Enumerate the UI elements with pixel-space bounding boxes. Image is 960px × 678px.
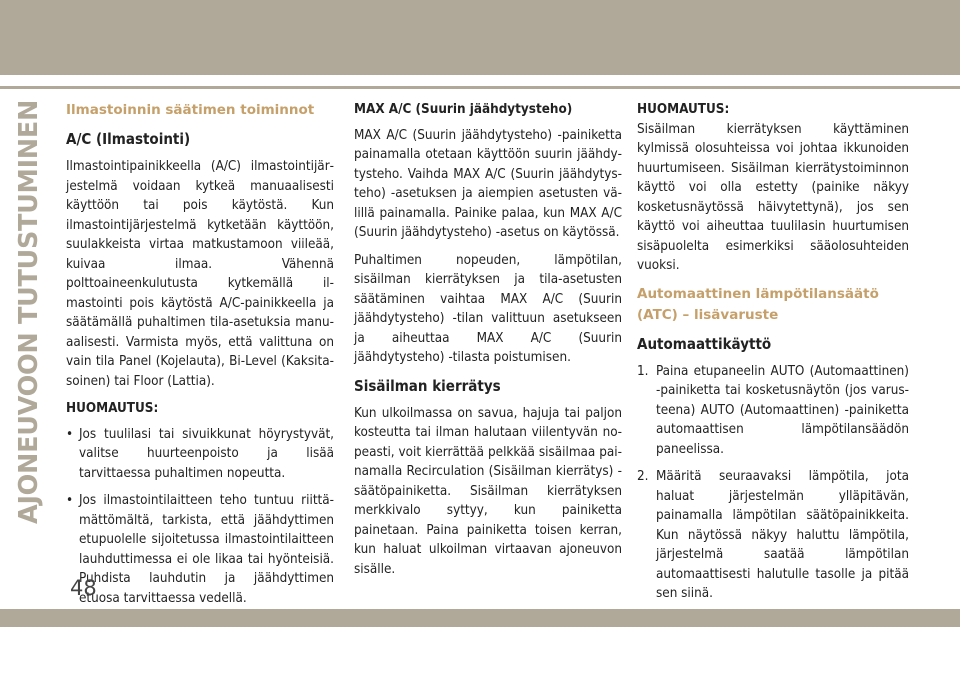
header-band	[0, 0, 960, 75]
side-tab	[10, 100, 48, 640]
column-3	[637, 100, 909, 612]
section-title-atc: Automaattinen lämpötilansäätö (ATC) – lisävaruste	[637, 285, 879, 323]
note-label: HUOMAUTUS:	[66, 401, 159, 416]
step-item	[637, 467, 909, 604]
header-rule	[0, 86, 960, 89]
heading-ac: A/C (Ilmastointi)	[66, 130, 191, 148]
bullet-item: • Jos tuulilasi tai sivuikkunat höyrystyvät, valitse huurteenpoisto ja lisää tarvittaessa puhaltimen nopeutta.	[66, 425, 334, 484]
section-title-climate-controls: Ilmastoinnin säätimen toiminnot	[66, 102, 315, 118]
heading-max-ac: MAX A/C (Suurin jäähdytysteho)	[354, 102, 573, 117]
page-number: 48	[70, 576, 97, 600]
step-number: 1.	[637, 363, 649, 379]
paragraph-ac: Ilmastointipainikkeella (A/C) ilmastointijärjestelmä voidaan kytkeä manuaalisesti käyttöön tai pois käytöstä. Kun ilmastointijärjestelmä kytketään käyttöön, suulakkeista virtaa matkustamoon viileää, kuivaa ilmaa. Vähennä polttoaineenkulutusta kytkemällä ilmastointi pois käytöstä A/C-painikkeella ja säätämällä puhaltimen tila-asetuksia manuaalisesti. Varmista myös, että valittuna on vain tila Panel (Kojelauta), Bi-Level (Kaksitasoinen) tai Floor (Lattia).	[66, 159, 334, 389]
step-text: Määritä seuraavaksi lämpötila, jota haluat järjestelmän ylläpitävän, painamalla lämpötilan säätöpainikkeita. Kun näytössä näkyy haluttu lämpötila, järjestelmä saatää lämpötilan automaattisesti halutulle tasolle ja pitää sen siinä.	[656, 469, 909, 601]
steps-list	[637, 362, 909, 604]
footer-band	[0, 609, 960, 627]
heading-recirculation: Sisäilman kierrätys	[354, 376, 501, 395]
step-text: Paina etupaneelin AUTO (Automaattinen) -painiketta tai kosketusnäytön (jos varusteena) AUTO (Automaattinen) -painiketta automaattisen lämpötilansäädön paneelissa.	[656, 363, 909, 457]
note-label: HUOMAUTUS:	[637, 102, 730, 117]
paragraph-note: Sisäilman kierrätyksen käyttäminen kylmissä olosuhteissa voi johtaa ikkunoiden huurtumiseen. Sisäilman kierrätystoiminnon käyttö voi olla estetty (painike näkyy kosketusnäytössä häivytettynä), jos sen käyttö voi aiheuttaa tuulilasin huurtumisen sisäpuolelta esimerkiksi sääolosuhteiden vuoksi.	[637, 121, 909, 273]
side-title: AJONEUVOON TUTUSTUMINEN	[14, 100, 44, 524]
bullet-item: • Jos ilmastointilaitteen teho tuntuu riittämättömältä, tarkista, että jäähdyttimen etupuolelle sijoitetussa ilmastointilaitteen lauhduttimessa ei ole likaa tai hyönteisiä. Puhdista lauhdutin ja jäähdyttimen etuosa tarvittaessa vedellä.	[66, 491, 334, 608]
paragraph-max-ac-1: MAX A/C (Suurin jäähdytysteho) -painiketta painamalla otetaan käyttöön suurin jäähdytysteho. Vaihda MAX A/C (Suurin jäähdytysteho) -asetuksen ja aiempien asetusten välillä painamalla. Painike palaa, kun MAX A/C (Suurin jäähdytysteho) -asetus on käytössä.	[354, 127, 622, 240]
step-number: 2.	[637, 469, 649, 484]
column-2	[354, 100, 622, 587]
paragraph-recirculation: Kun ulkoilmassa on savua, hajuja tai paljon kosteutta tai ilman halutaan viilentyvän nopeasti, voit kierrättää pelkkää sisäilmaa painamalla Recirculation (Sisäilman kierrätys) -säätöpainiketta. Sisäilman kierrätyksen merkkivalo syttyy, kun painiketta painetaan. Paina painiketta toisen kerran, kun haluat ulkoilman virtaavan ajoneuvon sisälle.	[354, 405, 622, 577]
column-1	[66, 100, 334, 616]
note-bullets	[66, 425, 334, 609]
paragraph-max-ac-2: Puhaltimen nopeuden, lämpötilan, sisäilman kierrätyksen ja tila-asetusten säätäminen vaihtaa MAX A/C (Suurin jäähdytysteho) -tilan valittuun asetukseen ja aiheuttaa MAX A/C (Suurin jäähdytysteho) -tilasta poistumisen.	[354, 252, 622, 365]
heading-auto-mode: Automaattikäyttö	[637, 334, 772, 353]
step-item	[637, 362, 909, 460]
